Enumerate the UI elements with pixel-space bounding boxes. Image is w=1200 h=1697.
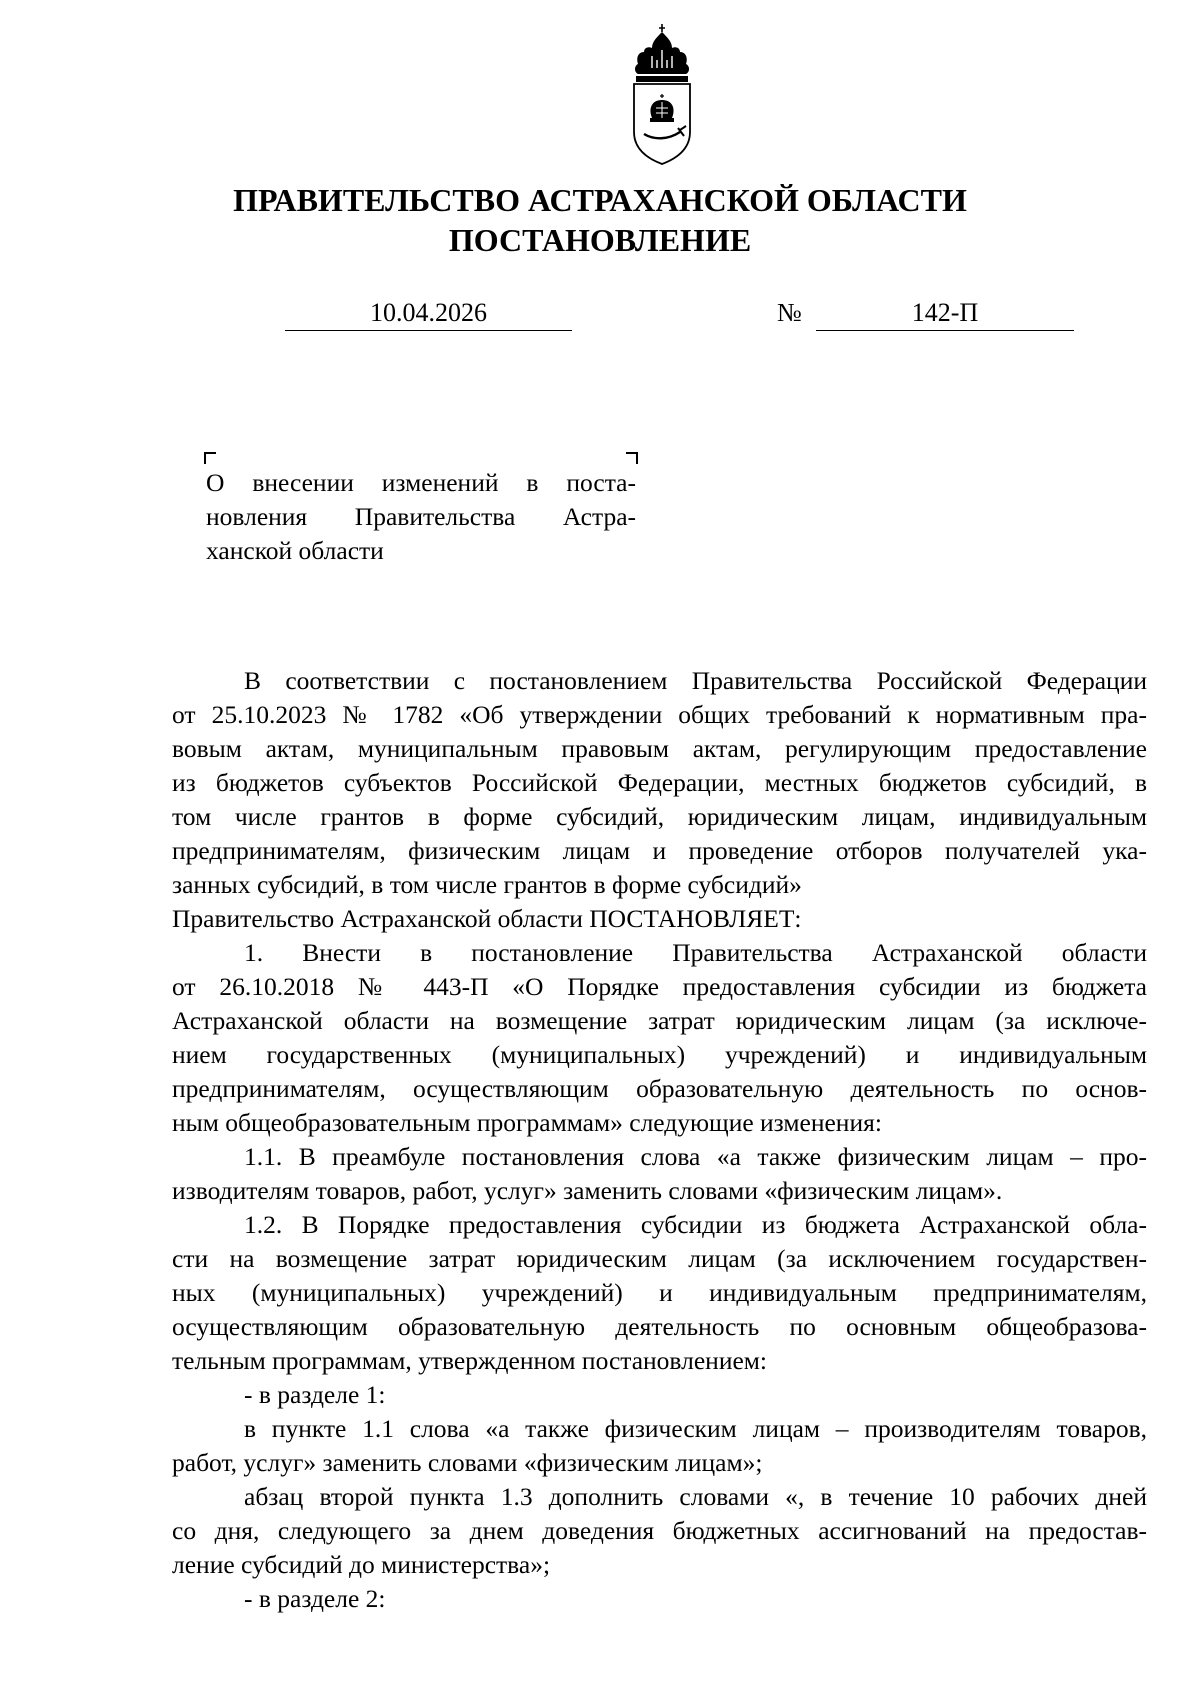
body-line: занных субсидий, в том числе грантов в форме субсидий» — [172, 870, 802, 899]
body-line: ным общеобразовательным программам» следующие изменения: — [172, 1108, 882, 1137]
subject-corner-right — [626, 452, 638, 464]
document-body — [172, 664, 1147, 1616]
body-line: том числе грантов в форме субсидий, юридическим лицам, индивидуальным — [172, 802, 1147, 831]
body-line: - в разделе 1: — [244, 1380, 386, 1409]
body-line: нием государственных (муниципальных) учреждений) и индивидуальным — [172, 1040, 1147, 1069]
document-subject — [206, 466, 636, 568]
body-line: 1. Внести в постановление Правительства Астраханской области — [244, 938, 1147, 967]
body-line: изводителям товаров, работ, услуг» заменить словами «физическим лицам». — [172, 1176, 1003, 1205]
document-number: 142-П — [816, 296, 1074, 331]
body-line: - в разделе 2: — [244, 1584, 386, 1613]
body-line: тельным программам, утвержденном постановлением: — [172, 1346, 768, 1375]
body-line: ление субсидий до министерства»; — [172, 1550, 551, 1579]
number-sign: № — [777, 298, 802, 327]
body-line: предпринимателям, осуществляющим образовательную деятельность по основ- — [172, 1074, 1147, 1103]
body-line: из бюджетов субъектов Российской Федерации, местных бюджетов субсидий, в — [172, 768, 1147, 797]
body-line: Астраханской области на возмещение затрат юридическим лицам (за исключе- — [172, 1006, 1147, 1035]
body-line: со дня, следующего за днем доведения бюджетных ассигнований на предостав- — [172, 1516, 1147, 1545]
body-line: работ, услуг» заменить словами «физическим лицам»; — [172, 1448, 763, 1477]
body-line: Правительство Астраханской области ПОСТАНОВЛЯЕТ: — [172, 904, 802, 933]
body-line: осуществляющим образовательную деятельность по основным общеобразова- — [172, 1312, 1147, 1341]
body-line: в пункте 1.1 слова «а также физическим лицам – производителям товаров, — [244, 1414, 1147, 1443]
document-type: ПОСТАНОВЛЕНИЕ — [448, 222, 752, 258]
body-line: от 26.10.2018 № 443-П «О Порядке предоставления субсидии из бюджета — [172, 972, 1147, 1001]
body-line: абзац второй пункта 1.3 дополнить словами «, в течение 10 рабочих дней — [244, 1482, 1147, 1511]
subject-line: О внесении изменений в поста- — [206, 468, 636, 497]
body-line: 1.2. В Порядке предоставления субсидии из бюджета Астраханской обла- — [244, 1210, 1147, 1239]
document-date: 10.04.2026 — [285, 296, 572, 331]
subject-line: новления Правительства Астра- — [206, 502, 636, 531]
body-line: ных (муниципальных) учреждений) и индивидуальным предпринимателям, — [172, 1278, 1147, 1307]
subject-corner-left — [204, 452, 216, 464]
body-line: предпринимателям, физическим лицам и проведение отборов получателей ука- — [172, 836, 1147, 865]
body-line: 1.1. В преамбуле постановления слова «а также физическим лицам – про- — [244, 1142, 1147, 1171]
body-line: В соответствии с постановлением Правительства Российской Федерации — [244, 666, 1147, 695]
body-line: сти на возмещение затрат юридическим лицам (за исключением государствен- — [172, 1244, 1147, 1273]
government-title: ПРАВИТЕЛЬСТВО АСТРАХАНСКОЙ ОБЛАСТИ — [233, 182, 967, 218]
emblem-icon — [622, 22, 702, 172]
coat-of-arms-emblem — [622, 22, 702, 172]
body-line: от 25.10.2023 № 1782 «Об утверждении общих требований к нормативным пра- — [172, 700, 1147, 729]
body-line: вовым актам, муниципальным правовым актам, регулирующим предоставление — [172, 734, 1147, 763]
subject-line: ханской области — [206, 536, 384, 565]
